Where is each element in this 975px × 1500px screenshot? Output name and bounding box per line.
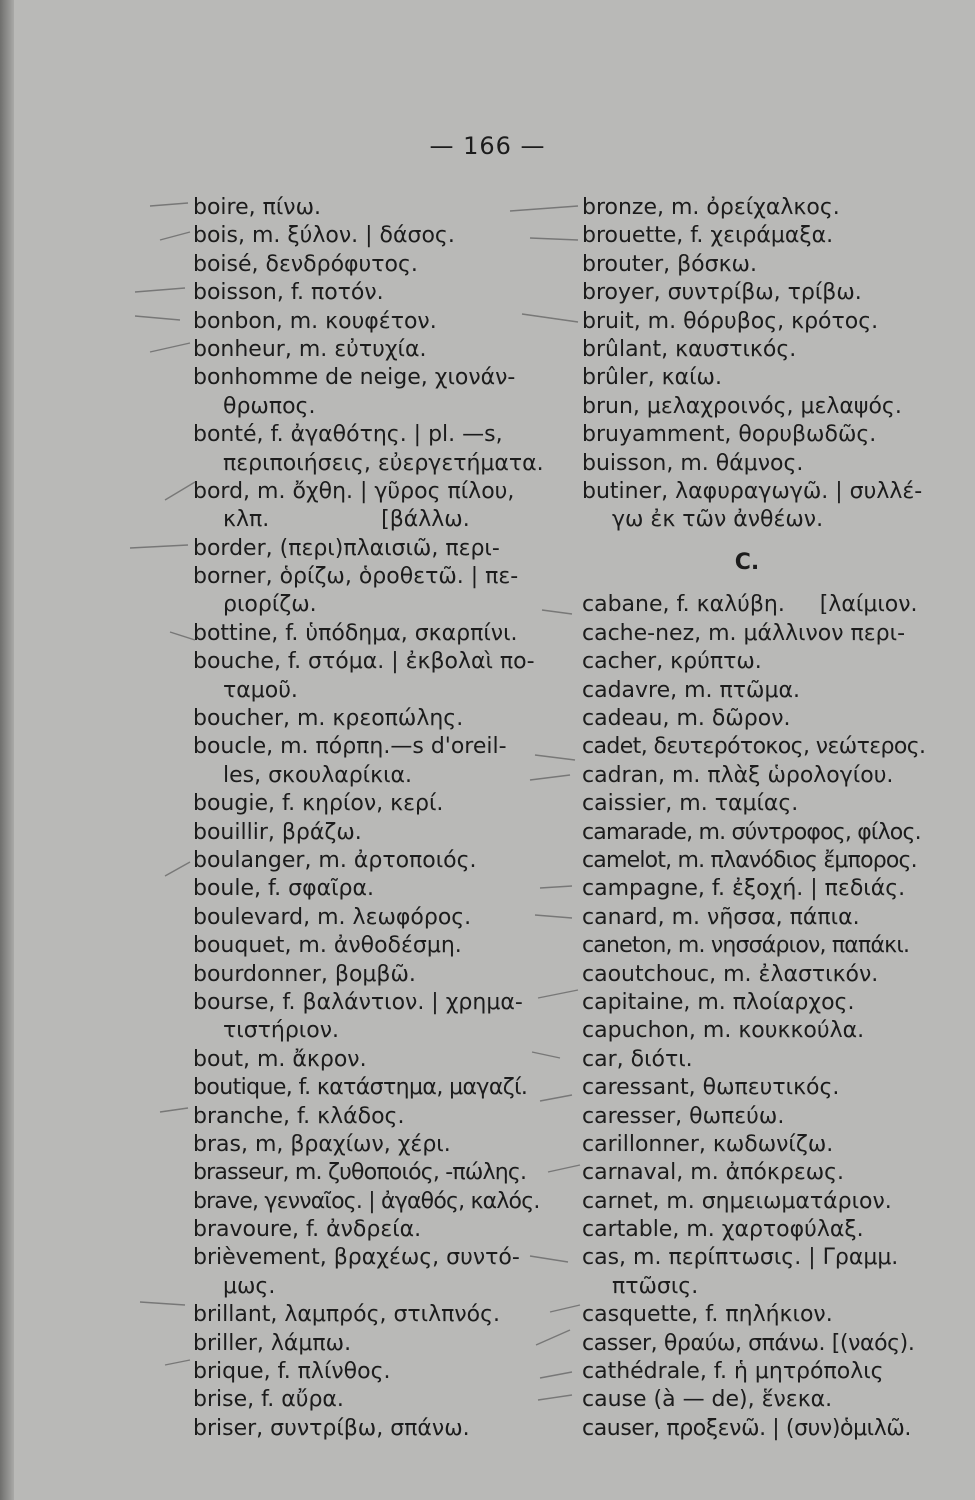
entry-line: carnaval, m. ἀπόκρεως. [582,1160,845,1186]
entry-line: bruyamment, θορυβωδῶς. [582,422,877,448]
entry-line: caressant, θωπευτικός. [582,1075,840,1101]
entry-line: causer, προξενῶ. | (συν)ὁμιλῶ. [582,1415,911,1441]
entry-line: bourdonner, βομβῶ. [193,961,416,987]
entry-continuation: τιστήριον. [223,1018,339,1044]
entry-line: bonté, f. ἀγαθότης. | pl. —s, [193,422,503,448]
entry-line: bout, m. ἄκρον. [193,1046,367,1072]
entry-line: bottine, f. ὑπόδημα, σκαρπίνι. [193,620,518,646]
entry-line: border, (περι)πλαισιῶ, περι- [193,535,500,561]
pencil-mark [135,316,180,320]
entry-line: cache-nez, m. μάλλινον περι- [582,620,906,646]
entry-line: brasseur, m. ζυθοποιός, -πώλης. [193,1160,527,1186]
entry-continuation: ριορίζω. [223,592,317,618]
entry-line: bouillir, βράζω. [193,819,362,845]
entry-line: cadeau, m. δῶρον. [582,706,791,732]
entry-line: cadet, δευτερότοκος, νεώτερος. [582,734,926,760]
entry-line: cause (à — de), ἕνεκα. [582,1387,833,1413]
pencil-mark [165,862,190,876]
pencil-mark [160,232,190,240]
entry-line: carillonner, κωδωνίζω. [582,1131,834,1157]
entry-line: brique, f. πλίνθος. [193,1359,391,1385]
page-number: — 166 — [429,132,546,160]
pencil-mark [150,343,190,352]
entry-line: caoutchouc, m. ἐλαστικόν. [582,961,879,987]
entry-continuation: θρωπος. [223,393,316,419]
entry-line: boisson, f. ποτόν. [193,280,384,306]
entry-line: brouter, βόσκω. [582,251,757,277]
entry-continuation: περιποιήσεις, εὐεργετήματα. [223,450,544,476]
entry-line: branche, f. κλάδος. [193,1103,405,1129]
entry-line: cabane, f. καλύβη. [λαίμιον. [582,592,918,618]
entry-line: caissier, m. ταμίας. [582,791,799,817]
entry-line: cas, m. περίπτωσις. | Γραμμ. [582,1245,899,1271]
entry-line: car, διότι. [582,1046,693,1072]
page-binding-edge [0,0,14,1500]
entry-continuation: les, σκουλαρίκια. [223,762,413,788]
pencil-mark [165,482,195,500]
pencil-mark [150,203,188,206]
entry-line: brave, γενναῖος. | ἀγαθός, καλός. [193,1188,540,1214]
entry-line: caresser, θωπεύω. [582,1103,785,1129]
entry-line: boutique, f. κατάστημα, μαγαζί. [193,1075,528,1101]
entry-line: brillant, λαμπρός, στιλπνός. [193,1302,501,1328]
entry-line: brouette, f. χειράμαξα. [582,223,834,249]
entry-line: borner, ὁρίζω, ὁροθετῶ. | πε- [193,564,519,590]
entry-line: bouche, f. στόμα. | ἐκβολαὶ πο- [193,649,535,675]
entry-line: camarade, m. σύντροφος, φίλος. [582,819,921,845]
entry-line: camelot, m. πλανόδιος ἔμπορος. [582,848,917,873]
entry-line: brûler, καίω. [582,365,722,391]
entry-continuation: κλπ. [βάλλω. [223,507,470,533]
entry-line: bourse, f. βαλάντιον. | χρημα- [193,989,523,1015]
entry-line: cartable, m. χαρτοφύλαξ. [582,1217,864,1243]
entry-line: carnet, m. σημειωματάριον. [582,1188,892,1214]
entry-line: boulevard, m. λεωφόρος. [193,904,472,930]
entry-line: bougie, f. κηρίον, κερί. [193,791,444,817]
entry-continuation: πτῶσις. [612,1273,699,1299]
entry-line: boisé, δενδρόφυτος. [193,251,418,277]
entry-line: cadavre, m. πτῶμα. [582,677,800,703]
entry-line: bonheur, m. εὐτυχία. [193,336,427,362]
entry-line: boule, f. σφαῖρα. [193,876,374,902]
section-letter-heading: C. [734,549,760,575]
entry-line: cathédrale, f. ἡ μητρόπολις [582,1359,884,1385]
entry-line: casquette, f. πηλήκιον. [582,1302,833,1328]
entry-line: buisson, m. θάμνος. [582,450,804,476]
entry-line: boire, πίνω. [193,195,322,220]
entry-line: bruit, m. θόρυβος, κρότος. [582,308,879,334]
pencil-mark [140,1302,185,1305]
entry-line: campagne, f. ἐξοχή. | πεδιάς. [582,876,906,902]
right-column [582,194,942,1443]
pencil-mark [170,632,195,640]
entry-line: bonhomme de neige, χιονάν- [193,365,516,391]
pencil-mark [165,1360,190,1365]
pencil-mark [160,1108,188,1112]
entry-line: cacher, κρύπτω. [582,649,762,675]
entry-line: brièvement, βραχέως, συντό- [193,1245,520,1271]
entry-line: caneton, m. νησσάριον, παπάκι. [582,933,910,959]
entry-line: capuchon, m. κουκκούλα. [582,1018,865,1044]
entry-line: brûlant, καυστικός. [582,336,797,362]
entry-line: briser, συντρίβω, σπάνω. [193,1415,470,1441]
entry-line: bord, m. ὄχθη. | γῦρος πίλου, [193,478,515,504]
entry-line: boucher, m. κρεοπώλης. [193,706,464,732]
entry-line: bouquet, m. ἀνθοδέσμη. [193,933,462,959]
entry-line: broyer, συντρίβω, τρίβω. [582,280,862,306]
entry-line: canard, m. νῆσσα, πάπια. [582,904,860,930]
entry-line: bronze, m. ὀρείχαλκος. [582,195,840,220]
entry-line: brun, μελαχροινός, μελαψός. [582,393,902,419]
entry-continuation: γω ἐκ τῶν ἀνθέων. [612,507,824,533]
entry-line: cadran, m. πλὰξ ὡρολογίου. [582,762,894,788]
entry-line: brise, f. αὔρα. [193,1387,344,1413]
entry-line: capitaine, m. πλοίαρχος. [582,989,855,1015]
entry-continuation: μως. [223,1273,276,1299]
entry-line: boucle, m. πόρπη.—s d'oreil- [193,734,507,760]
entry-continuation: ταμοῦ. [223,677,298,703]
entry-line: bonbon, m. κουφέτον. [193,308,437,334]
entry-line: bravoure, f. ἀνδρεία. [193,1217,422,1243]
entry-line: butiner, λαφυραγωγῶ. | συλλέ- [582,478,923,504]
entry-line: boulanger, m. ἀρτοποιός. [193,847,477,873]
entry-line: casser, θραύω, σπάνω. [(ναός). [582,1330,915,1356]
pencil-mark [130,545,188,548]
entry-line: bras, m, βραχίων, χέρι. [193,1131,451,1157]
entry-line: briller, λάμπω. [193,1330,352,1356]
pencil-mark [135,288,185,292]
left-column [193,194,558,1443]
entry-line: bois, m. ξύλον. | δάσος. [193,223,455,249]
